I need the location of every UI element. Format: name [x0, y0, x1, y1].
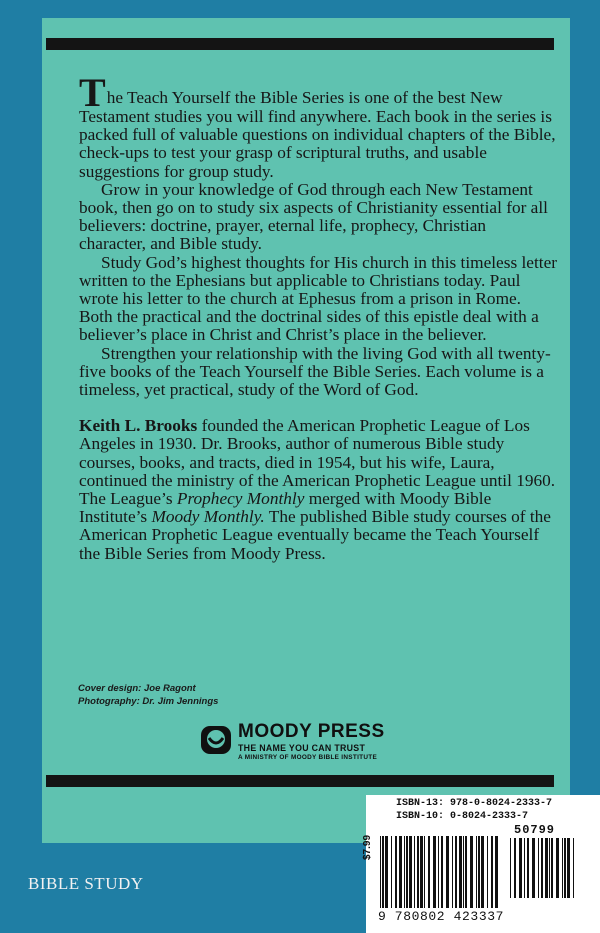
barcode-bar	[455, 836, 457, 908]
barcode-bar	[545, 838, 548, 898]
back-cover-copy	[79, 70, 557, 563]
publisher-name: MOODY PRESS	[238, 721, 385, 742]
barcode-bar	[549, 838, 550, 898]
cover-design-credit: Cover design: Joe Ragont	[78, 683, 196, 694]
barcode-bar	[406, 836, 408, 908]
isbn-10: ISBN-10: 0-8024-2333-7	[396, 811, 529, 822]
barcode-bars	[380, 836, 500, 908]
barcode-bar	[399, 836, 402, 908]
barcode-bar	[478, 836, 480, 908]
price: $7.99	[362, 834, 373, 860]
barcode-bar	[481, 836, 484, 908]
barcode-bar	[452, 836, 453, 908]
barcode-bar	[391, 836, 392, 908]
drop-cap: T	[79, 70, 106, 115]
barcode-bar	[551, 838, 553, 898]
barcode-digits: 9 780802 423337	[378, 909, 505, 924]
barcode-bar	[459, 836, 462, 908]
credits	[78, 682, 218, 708]
photography-credit: Photography: Dr. Jim Jennings	[78, 696, 219, 707]
barcode-bar	[446, 836, 449, 908]
barcode-bar	[382, 836, 384, 908]
barcode-bar	[395, 836, 397, 908]
barcode-bar	[567, 838, 570, 898]
barcode-bar	[556, 838, 559, 898]
bio-italic-1: Prophecy Monthly	[176, 489, 305, 509]
barcode-bar	[514, 838, 516, 898]
price-code: 50799	[514, 823, 556, 837]
barcode-bar	[404, 836, 405, 908]
moody-press-logo	[200, 721, 410, 765]
barcode-bar	[414, 836, 415, 908]
barcode-bar	[428, 836, 430, 908]
barcode-bar	[541, 838, 543, 898]
barcode-bar	[463, 836, 464, 908]
bio-text-2: merged with Moody Bible Institute’s	[79, 489, 492, 527]
description-paragraph-2: Grow in your knowledge of God through each New Testament book, then go on to study six aspects of Christianity essential for all believers: doctrine, prayer, eternal life, prophecy, Christian character, and Bible study.	[79, 179, 548, 254]
barcode-bar	[476, 836, 477, 908]
publisher-tagline: THE NAME YOU CAN TRUST	[238, 743, 366, 753]
barcode-bar	[532, 838, 535, 898]
barcode-bar	[465, 836, 467, 908]
category-label: BIBLE STUDY	[28, 874, 144, 893]
barcode-bar	[420, 836, 423, 908]
barcode-bar	[380, 836, 381, 908]
barcode-bar	[495, 836, 498, 908]
publisher-subline: A MINISTRY OF MOODY BIBLE INSTITUTE	[238, 754, 378, 761]
barcode-bar	[538, 838, 539, 898]
barcode-bar	[385, 836, 388, 908]
barcode-bar	[438, 836, 439, 908]
bio-text-3: The published Bible study courses of the American Prophetic League eventually became the Teach Yourself the Bible Series from Moody Press.	[79, 507, 551, 563]
description-paragraph-1	[79, 70, 557, 181]
barcode-bar	[519, 838, 522, 898]
author-name: Keith L. Brooks	[79, 416, 198, 436]
description-paragraph-4: Strengthen your relationship with the living God with all twenty-five books of the Teach Yourself the Bible Series. Each volume is a timeless, yet practical, study of the Word of God.	[79, 343, 551, 400]
paragraph-1-text: he Teach Yourself the Bible Series is one of the best New Testament studies you will find anywhere. Each book in the series is packed full of valuable questions on individual chapters of the Bible, check-ups to test your grasp of scriptural truths, and usable suggestions for group study.	[79, 88, 556, 181]
top-rule	[46, 38, 554, 50]
barcode-bar	[524, 838, 525, 898]
barcode-bar	[573, 838, 574, 898]
bio-italic-2: Moody Monthly.	[151, 507, 265, 527]
barcode-bar	[491, 836, 493, 908]
addon-barcode-bars	[510, 838, 576, 898]
barcode-bar	[409, 836, 412, 908]
barcode-bar	[433, 836, 436, 908]
barcode-bar	[417, 836, 419, 908]
barcode-bar	[527, 838, 529, 898]
barcode-bar	[564, 838, 566, 898]
moody-press-emblem-icon	[200, 725, 232, 755]
bio-text-1: founded the American Prophetic League of Los Angeles in 1930. Dr. Brooks, author of numerous Bible study courses, books, and tracts, died in 1954, but his wife, Laura, continued the ministry of the American Prophetic League until 1960. The League’s	[79, 416, 556, 509]
bottom-rule	[46, 775, 554, 787]
barcode-bar	[487, 836, 488, 908]
author-bio	[79, 417, 557, 563]
barcode-bar	[424, 836, 425, 908]
barcode-bar	[510, 838, 511, 898]
barcode-bar	[562, 838, 563, 898]
description-paragraph-3: Study God’s highest thoughts for His church in this timeless letter written to the Ephesians but applicable to Christians today. Paul wrote his letter to the church at Ephesus from a prison in Rome. Both the practical and the doctrinal sides of this epistle deal with a believer’s place in Christ and Christ’s place in the believer.	[79, 252, 557, 345]
barcode-bar	[470, 836, 473, 908]
barcode-bar	[441, 836, 443, 908]
isbn-13: ISBN-13: 978-0-8024-2333-7	[396, 798, 553, 809]
